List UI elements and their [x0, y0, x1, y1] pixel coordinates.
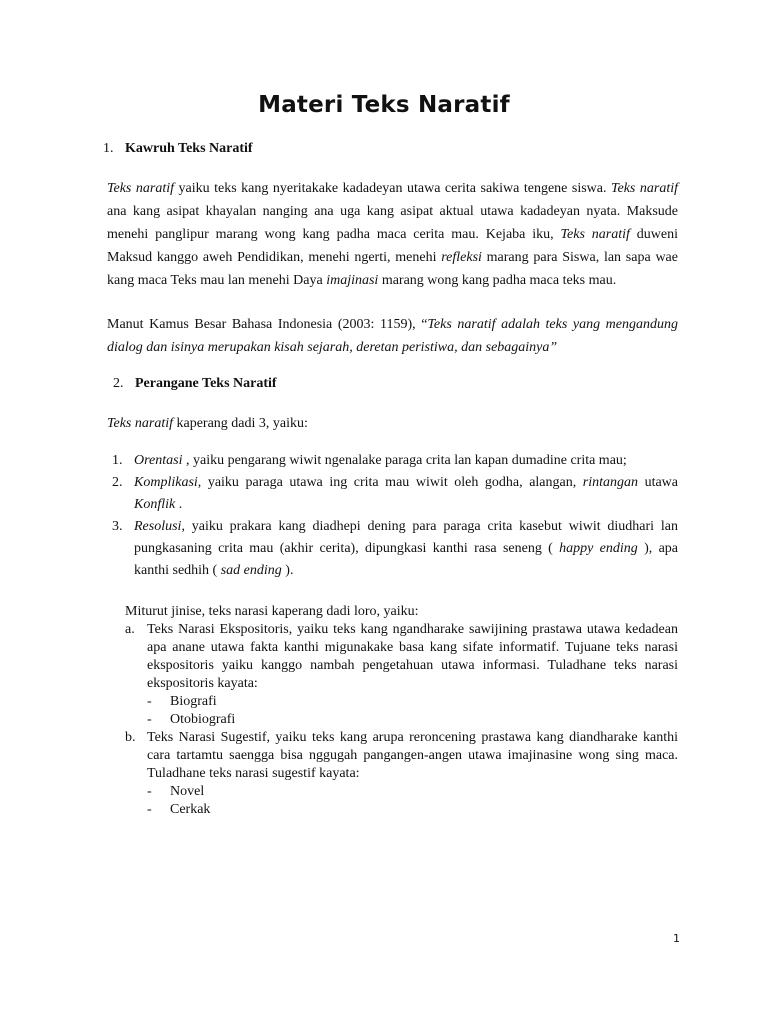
- text-run: , yaiku prakara kang diadhepi dening para paraga crita kasebut wiwit diudhari lan pungkasaning crita mau (akhir cerita), dipungkasi kanthi rasa seneng (: [134, 519, 678, 556]
- parts-list: [107, 450, 678, 582]
- section-2-number: 2.: [113, 376, 124, 391]
- example-item: [125, 711, 678, 729]
- narrative-kinds: [125, 603, 678, 819]
- italic-term: imajinasi: [326, 273, 379, 288]
- section-2-heading: [113, 376, 277, 392]
- italic-term: Orentasi: [134, 453, 183, 468]
- italic-term: Konflik: [134, 497, 176, 512]
- dash-bullet: -: [147, 694, 152, 709]
- list-item: [107, 516, 678, 582]
- text-run: ana kang asipat khayalan nanging ana uga kang asipat aktual utawa kadadeyan nyata. Maksude menehi panglipur marang wong kang padha maca cerita mau. Kejaba iku,: [107, 204, 678, 242]
- page-title: Materi Teks Naratif: [258, 92, 510, 118]
- list-letter: b.: [125, 730, 136, 745]
- text-run: duweni Maksud kanggo aweh Pendidikan, menehi ngerti, menehi: [107, 227, 678, 265]
- text-run: ).: [281, 563, 294, 578]
- list-number: 3.: [112, 519, 123, 534]
- italic-term: Teks naratif: [107, 181, 174, 196]
- italic-term: Teks naratif: [611, 181, 678, 196]
- section-1-paragraph: [107, 177, 678, 292]
- italic-term: refleksi: [441, 250, 482, 265]
- section-1-number: 1.: [103, 141, 114, 156]
- italic-term: rintangan: [582, 475, 639, 490]
- text-run: Manut Kamus Besar Bahasa Indonesia (2003: 1159), “: [107, 317, 428, 332]
- dash-bullet: -: [147, 712, 152, 727]
- list-item: [107, 472, 678, 516]
- list-item: [107, 450, 678, 472]
- list-item: [125, 621, 678, 693]
- text-run: utawa: [638, 475, 678, 490]
- example-item: [125, 801, 678, 819]
- section-1-quote-paragraph: [107, 313, 678, 359]
- text-run: yaiku teks kang nyeritakake kadadeyan utawa cerita sakiwa tengene siswa.: [174, 181, 611, 196]
- italic-term: Komplikasi: [134, 475, 198, 490]
- text-run: kaperang dadi 3, yaiku:: [173, 416, 308, 431]
- italic-term: sad ending: [220, 563, 282, 578]
- kinds-intro: Miturut jinise, teks narasi kaperang dadi loro, yaiku:: [125, 604, 419, 619]
- italic-quote: Teks naratif adalah teks yang mengandung dialog dan isinya merupakan kisah sejarah, deretan peristiwa, dan sebagainya”: [107, 317, 679, 355]
- text-run: , yaiku pengarang wiwit ngenalake paraga crita lan kapan dumadine crita mau;: [182, 453, 627, 468]
- text-run: Teks Narasi Ekspositoris, yaiku teks kang ngandharake sawijining prastawa utawa kedadean apa anane utawa fakta kanthi migunakake basa kang sifate informatif. Tujuane teks narasi ekspositoris yaiku kanggo nambah pengetahuan utawa informasi. Tuladhane teks narasi ekspositoris kayata:: [147, 622, 678, 691]
- italic-term: Teks naratif: [107, 416, 173, 431]
- list-number: 2.: [112, 475, 123, 490]
- italic-term: happy ending: [559, 541, 638, 556]
- section-2-intro: [107, 412, 678, 435]
- text-run: ), apa kanthi sedhih (: [134, 541, 678, 578]
- text-run: marang wong kang padha maca teks mau.: [378, 273, 617, 288]
- section-2-title: Perangane Teks Naratif: [135, 376, 277, 391]
- example-text: Biografi: [170, 694, 217, 709]
- page-number: 1: [673, 932, 680, 945]
- example-item: [125, 783, 678, 801]
- dash-bullet: -: [147, 784, 152, 799]
- italic-term: Resolusi: [134, 519, 182, 534]
- example-text: Cerkak: [170, 802, 211, 817]
- text-run: Teks Narasi Sugestif, yaiku teks kang arupa reroncening prastawa kang diandharake kanthi cara tartamtu saengga bisa nggugah pangangen-angen utawa imajinasine wong sing maca. Tuladhane teks narasi sugestif kayata:: [147, 730, 678, 781]
- italic-term: Teks naratif: [560, 227, 630, 242]
- list-number: 1.: [112, 453, 123, 468]
- example-text: Novel: [170, 784, 205, 799]
- list-letter: a.: [125, 622, 135, 637]
- text-run: , yaiku paraga utawa ing crita mau wiwit oleh godha, alangan,: [197, 475, 583, 490]
- dash-bullet: -: [147, 802, 152, 817]
- text-run: marang para Siswa, lan sapa wae kang maca Teks mau lan menehi Daya: [107, 250, 678, 288]
- section-1-heading: [103, 141, 253, 157]
- list-item: [125, 729, 678, 783]
- text-run: .: [175, 497, 183, 512]
- example-text: Otobiografi: [170, 712, 236, 727]
- section-1-title: Kawruh Teks Naratif: [125, 141, 253, 156]
- example-item: [125, 693, 678, 711]
